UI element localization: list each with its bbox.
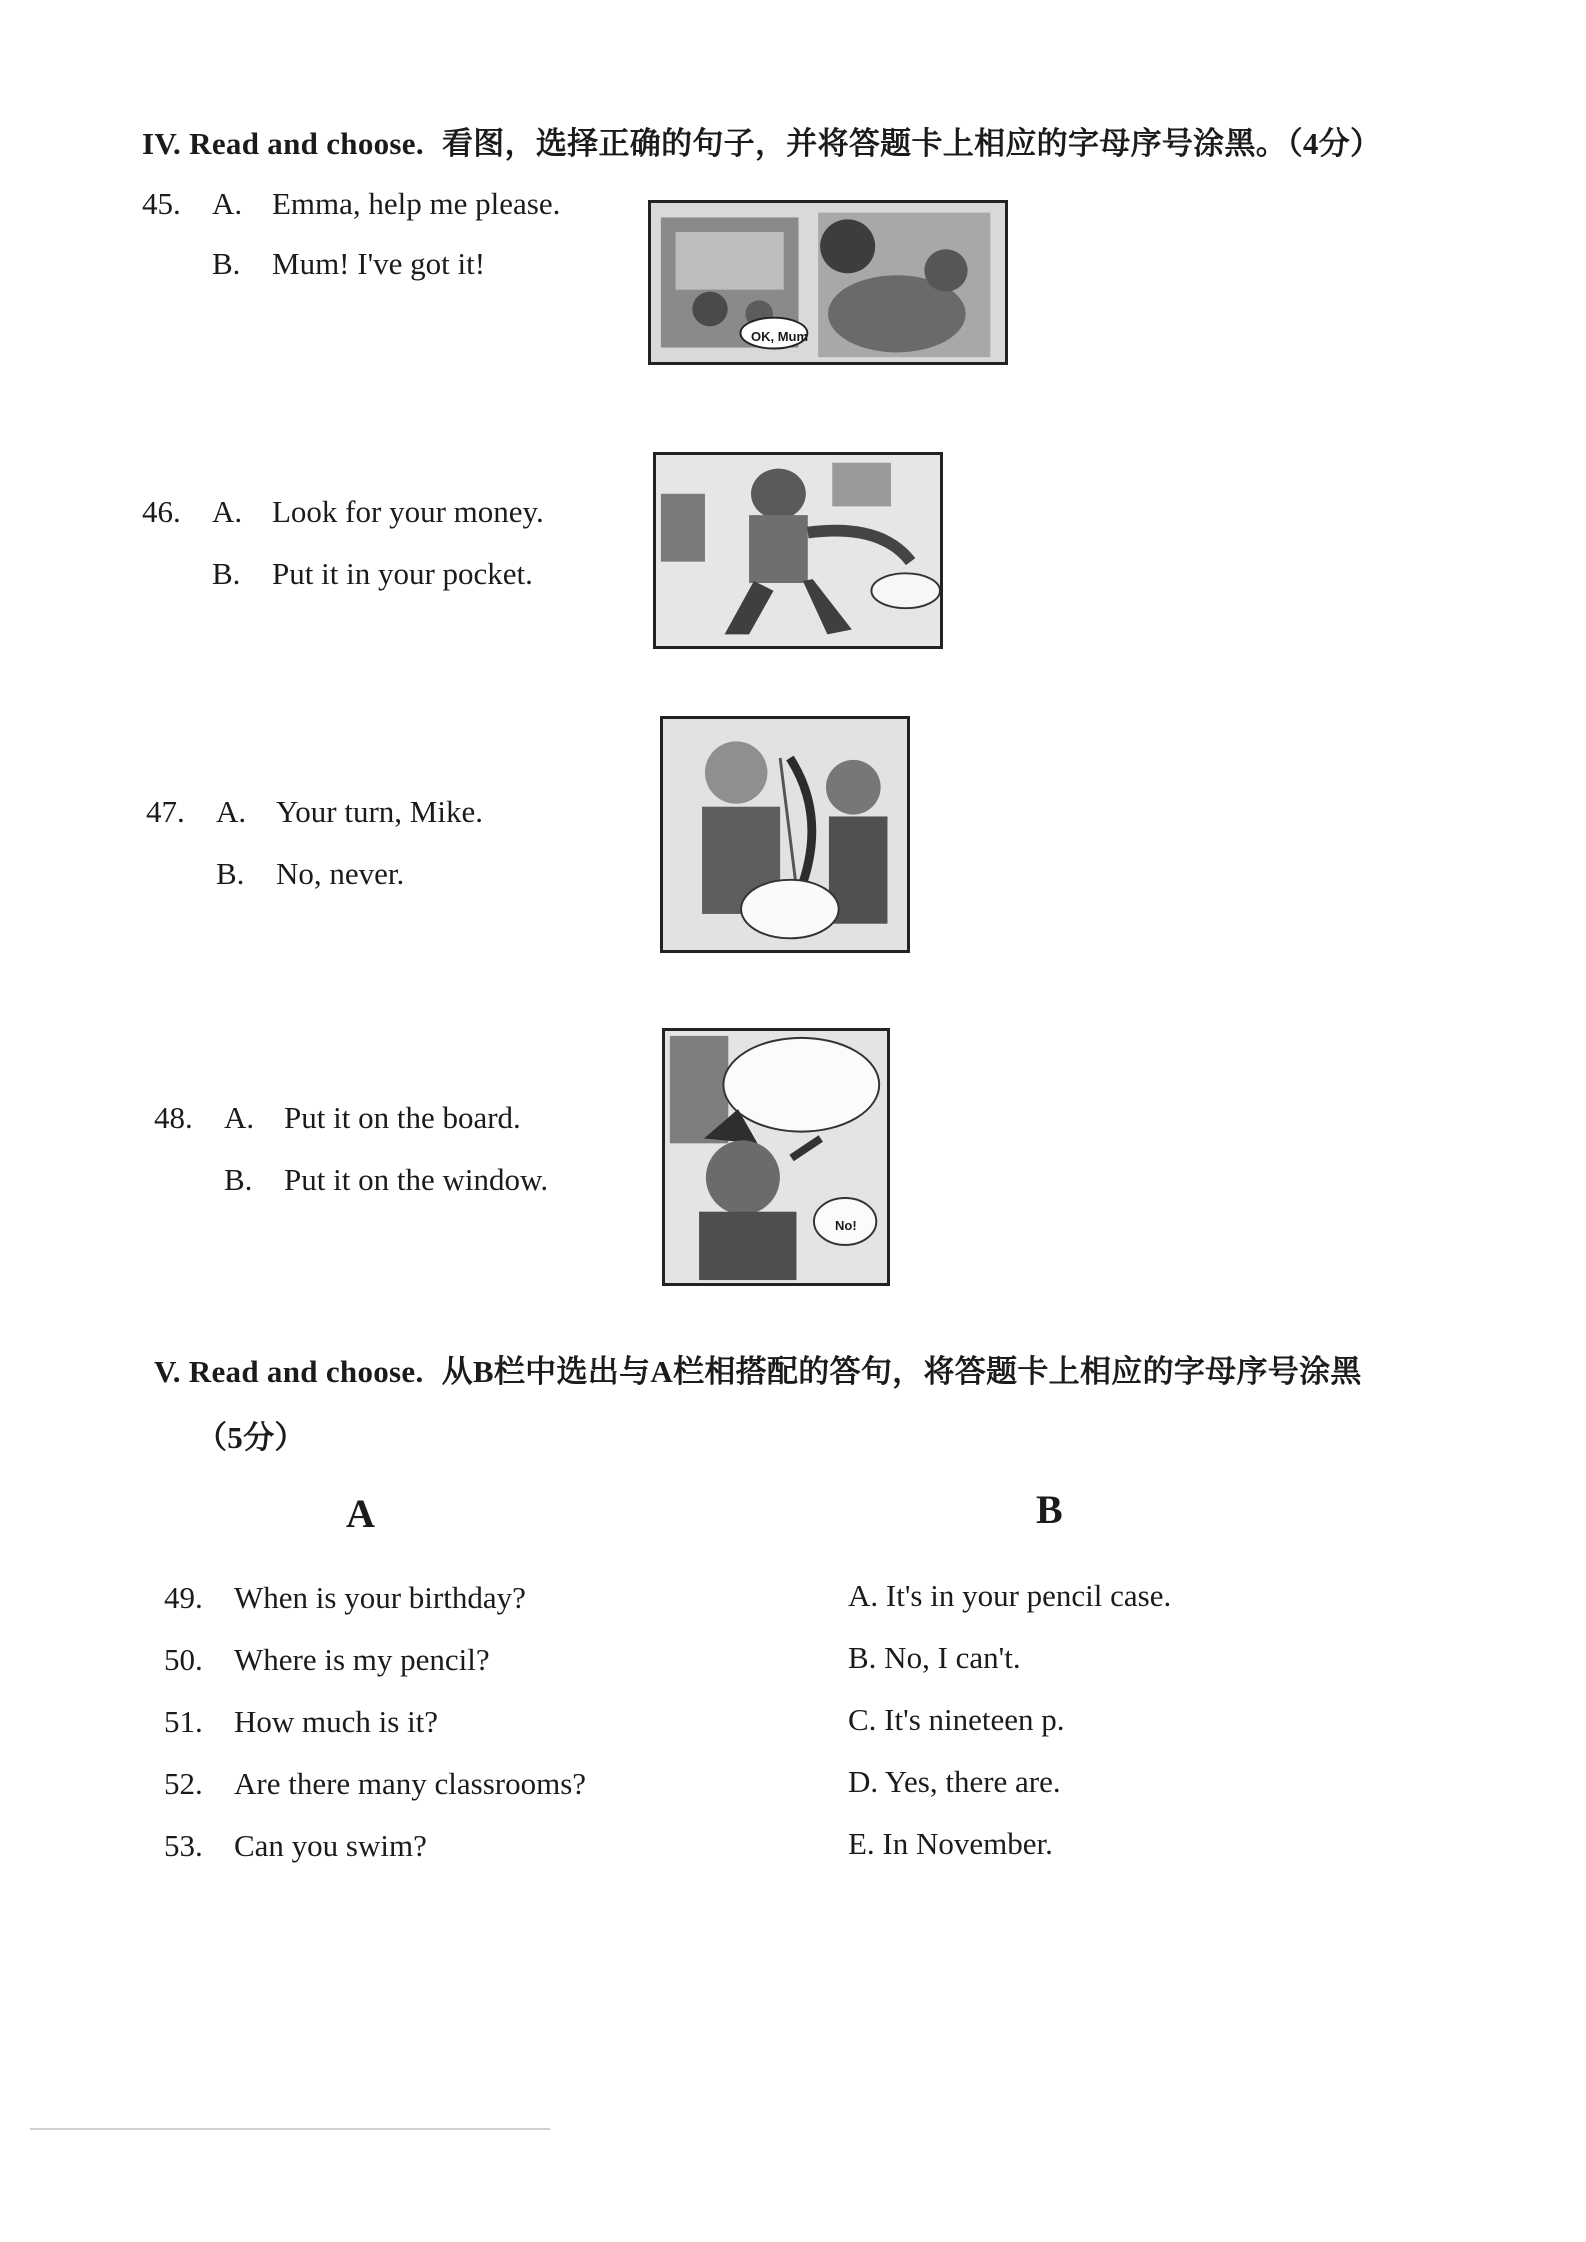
question-number: 45. (142, 186, 181, 221)
option-text: Put it on the window. (284, 1162, 549, 1197)
column-a-header: A (346, 1491, 375, 1536)
question-text: Can you swim? (234, 1828, 427, 1863)
match-question-52 (164, 1766, 586, 1802)
option-text: Look for your money. (272, 494, 544, 529)
match-answer-d: D. Yes, there are. (848, 1764, 1061, 1799)
match-question-53 (164, 1828, 427, 1864)
question-number: 53. (164, 1828, 203, 1863)
question-number: 48. (154, 1100, 193, 1135)
question-number: 52. (164, 1766, 203, 1801)
question-48-picture (662, 1028, 890, 1286)
option-letter: A. (212, 494, 243, 529)
section-5-title-en: V. Read and choose. (154, 1354, 424, 1389)
option-letter: B. (212, 556, 241, 591)
question-text: Are there many classrooms? (234, 1766, 587, 1801)
option-letter: A. (224, 1100, 255, 1135)
question-number: 50. (164, 1642, 203, 1677)
question-text: How much is it? (234, 1704, 439, 1739)
question-45-option-b (212, 246, 485, 282)
match-question-50 (164, 1642, 490, 1678)
question-48-option-a (154, 1100, 521, 1136)
speech-bubble-text: No! (835, 1218, 857, 1233)
question-46-option-b (212, 556, 533, 592)
section-4-heading (142, 118, 1381, 163)
option-letter: B. (216, 856, 245, 891)
question-text: Where is my pencil? (234, 1642, 490, 1677)
question-47-option-a (146, 794, 483, 830)
question-47-option-b (216, 856, 404, 892)
section-5-heading (154, 1346, 1362, 1391)
question-number: 51. (164, 1704, 203, 1739)
option-text: Your turn, Mike. (276, 794, 483, 829)
option-letter: A. (216, 794, 247, 829)
option-text: Mum! I've got it! (272, 246, 486, 281)
match-question-49 (164, 1580, 526, 1616)
section-5-score: （5分） (196, 1420, 306, 1455)
match-answer-b: B. No, I can't. (848, 1640, 1021, 1675)
question-47-picture (660, 716, 910, 953)
question-number: 49. (164, 1580, 203, 1615)
question-45-picture (648, 200, 1008, 365)
option-letter: B. (212, 246, 241, 281)
question-text: When is your birthday? (234, 1580, 526, 1615)
section-5-instructions: 从B栏中选出与A栏相搭配的答句，将答题卡上相应的字母序号涂黑 (441, 1354, 1362, 1389)
match-answer-c: C. It's nineteen p. (848, 1702, 1065, 1737)
match-question-51 (164, 1704, 438, 1740)
option-text: Emma, help me please. (272, 186, 561, 221)
question-45-option-a (142, 186, 560, 222)
column-b-header: B (1036, 1487, 1063, 1532)
match-answer-a: A. It's in your pencil case. (848, 1578, 1172, 1613)
speech-bubble-text: OK, Mum (751, 329, 809, 344)
option-letter: A. (212, 186, 243, 221)
section-4-title-en: IV. Read and choose. (142, 126, 424, 161)
option-text: Put it in your pocket. (272, 556, 533, 591)
question-46-option-a (142, 494, 544, 530)
option-text: Put it on the board. (284, 1100, 521, 1135)
option-letter: B. (224, 1162, 253, 1197)
question-number: 47. (146, 794, 185, 829)
question-number: 46. (142, 494, 181, 529)
option-text: No, never. (276, 856, 405, 891)
question-48-option-b (224, 1162, 548, 1198)
bottom-divider (30, 2128, 550, 2130)
section-4-instructions: 看图，选择正确的句子，并将答题卡上相应的字母序号涂黑。（4分） (441, 126, 1382, 161)
match-answer-e: E. In November. (848, 1826, 1053, 1861)
question-46-picture (653, 452, 943, 649)
